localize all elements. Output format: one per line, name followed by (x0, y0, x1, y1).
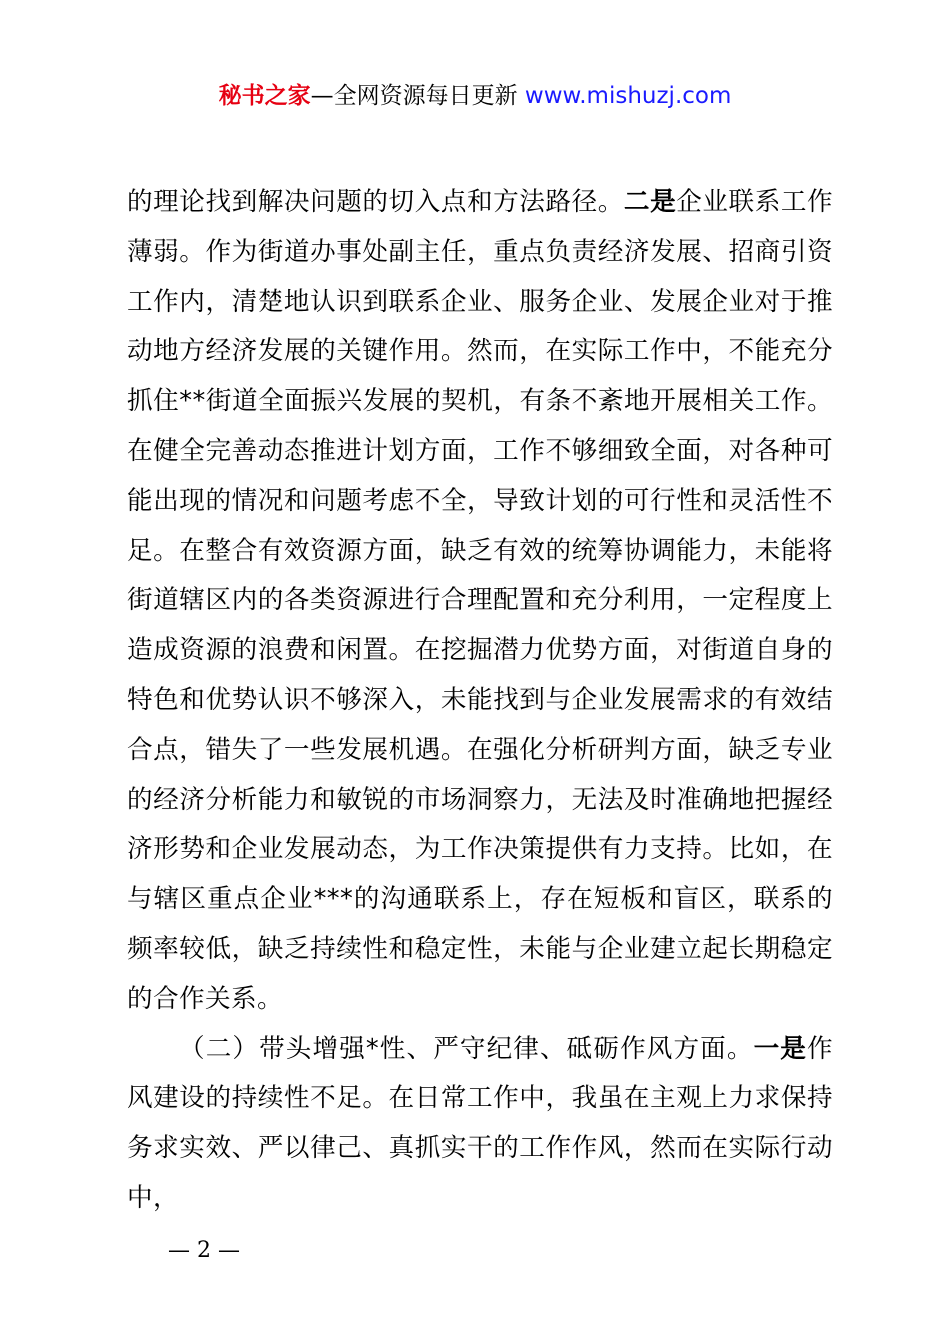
bold-marker: 一是 (753, 1033, 807, 1064)
site-header (0, 78, 950, 114)
section-heading: （二）带头增强*性、严守纪律、砥砺作风方面。 (179, 1033, 754, 1064)
paragraph (127, 1025, 833, 1224)
brand-name: 秘书之家 (218, 83, 311, 109)
paragraph-text: 作风建设的持续性不足。在日常工作中，我虽在主观上力求保持务求实效、严以律己、真抓实干的工作作风，然而在实际行动中， (127, 1033, 833, 1213)
bold-marker: 二是 (623, 187, 677, 217)
paragraph (127, 178, 833, 1025)
paragraph-text: 企业联系工作薄弱。作为街道办事处副主任，重点负责经济发展、招商引资工作内，清楚地认识到联系企业、服务企业、发展企业对于推动地方经济发展的关键作用。然而，在实际工作中，不能充分抓住**街道全面振兴发展的契机，有条不紊地开展相关工作。在健全完善动态推进计划方面，工作不够细致全面，对各种可能出现的情况和问题考虑不全，导致计划的可行性和灵活性不足。在整合有效资源方面，缺乏有效的统筹协调能力，未能将街道辖区内的各类资源进行合理配置和充分利用，一定程度上造成资源的浪费和闲置。在挖掘潜力优势方面，对街道自身的特色和优势认识不够深入，未能找到与企业发展需求的有效结合点，错失了一些发展机遇。在强化分析研判方面，缺乏专业的经济分析能力和敏锐的市场洞察力，无法及时准确地把握经济形势和企业发展动态，为工作决策提供有力支持。比如，在与辖区重点企业***的沟通联系上，存在短板和盲区，联系的频率较低，缺乏持续性和稳定性，未能与企业建立起长期稳定的合作关系。 (127, 187, 833, 1014)
header-tagline: —全网资源每日更新 (310, 83, 518, 109)
site-url[interactable]: www.mishuzj.com (524, 83, 732, 109)
paragraph-text: 的理论找到解决问题的切入点和方法路径。 (127, 187, 624, 217)
page-number: — 2 — (168, 1238, 240, 1263)
document-body (127, 178, 833, 1224)
